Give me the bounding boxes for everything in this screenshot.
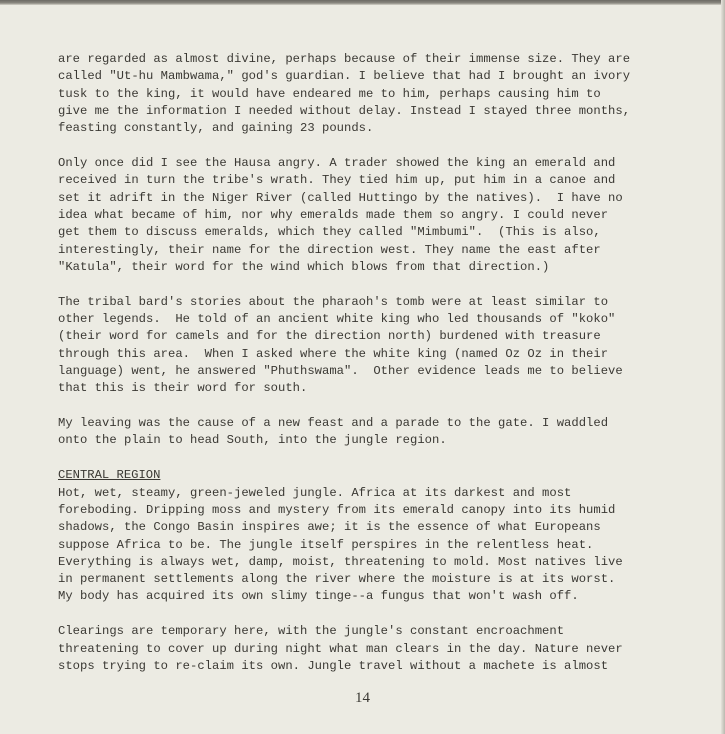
document-page	[58, 51, 680, 693]
text-line: idea what became of him, nor why emeralds made them so angry. I could never	[58, 207, 609, 222]
text-line: shadows, the Congo Basin inspires awe; it is the essence of what Europeans	[58, 520, 601, 535]
text-line: Clearings are temporary here, with the jungle's constant encroachment	[58, 624, 565, 639]
text-line: "Katula", their word for the wind which blows from that direction.)	[58, 259, 550, 274]
section-heading: CENTRAL REGION	[58, 468, 161, 483]
page-right-shadow	[721, 0, 725, 734]
text-line: feasting constantly, and gaining 23 pounds.	[58, 121, 374, 136]
text-line: (their word for camels and for the direction north) burdened with treasure	[58, 329, 601, 344]
text-line: threatening to cover up during night what man clears in the day. Nature never	[58, 641, 623, 656]
text-line: received in turn the tribe's wrath. They tied him up, put him in a canoe and	[58, 173, 616, 188]
text-line: Everything is always wet, damp, moist, threatening to mold. Most natives live	[58, 554, 623, 569]
text-line: called "Ut-hu Mambwama," god's guardian. I believe that had I brought an ivory	[58, 69, 631, 84]
text-line: give me the information I needed without delay. Instead I stayed three months,	[58, 103, 631, 118]
text-line: The tribal bard's stories about the pharaoh's tomb were at least similar to	[58, 294, 609, 309]
page-number: 14	[355, 690, 370, 706]
text-line: that this is their word for south.	[58, 381, 308, 396]
text-line: suppose Africa to be. The jungle itself perspires in the relentless heat.	[58, 537, 594, 552]
paragraph-2	[58, 155, 680, 276]
text-line: foreboding. Dripping moss and mystery from its emerald canopy into its humid	[58, 502, 616, 517]
text-line: onto the plain to head South, into the jungle region.	[58, 433, 447, 448]
text-line: Hot, wet, steamy, green-jeweled jungle. Africa at its darkest and most	[58, 485, 572, 500]
text-line: through this area. When I asked where the white king (named Oz Oz in their	[58, 346, 609, 361]
text-line: in permanent settlements along the river where the moisture is at its worst.	[58, 572, 616, 587]
paragraph-4	[58, 415, 680, 450]
paragraph-3	[58, 294, 680, 398]
text-line: stops trying to re-claim its own. Jungle travel without a machete is almost	[58, 658, 609, 673]
text-line: tusk to the king, it would have endeared me to him, perhaps causing him to	[58, 86, 601, 101]
text-line: interestingly, their name for the direction west. They name the east after	[58, 242, 601, 257]
paragraph-6	[58, 623, 680, 675]
text-line: My body has acquired its own slimy tinge--a fungus that won't wash off.	[58, 589, 579, 604]
text-line: other legends. He told of an ancient white king who led thousands of "koko"	[58, 312, 616, 327]
text-line: language) went, he answered "Phuthswama". Other evidence leads me to believe	[58, 363, 623, 378]
text-line: are regarded as almost divine, perhaps because of their immense size. They are	[58, 52, 631, 66]
text-line: Only once did I see the Hausa angry. A trader showed the king an emerald and	[58, 156, 616, 171]
page-top-shadow	[0, 0, 725, 5]
text-line: set it adrift in the Niger River (called Huttingo by the natives). I have no	[58, 190, 623, 205]
paragraph-1	[58, 51, 680, 137]
text-line: get them to discuss emeralds, which they called "Mimbumi". (This is also,	[58, 225, 601, 240]
text-line: My leaving was the cause of a new feast and a parade to the gate. I waddled	[58, 416, 609, 431]
paragraph-5	[58, 485, 680, 606]
